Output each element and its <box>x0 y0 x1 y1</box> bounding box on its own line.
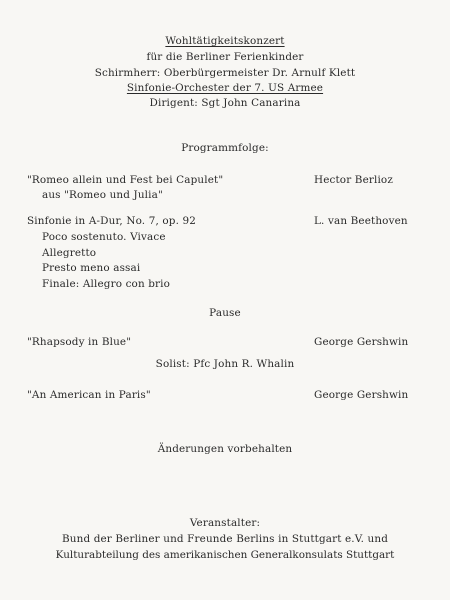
concert-title: Wohltätigkeitskonzert <box>165 35 285 47</box>
piece-1-title: "Romeo allein und Fest bei Capulet" <box>27 174 224 186</box>
organizer-line-1: Bund der Berliner und Freunde Berlins in Stuttgart e.V. und <box>61 533 388 545</box>
conductor-line: Dirigent: Sgt John Canarina <box>149 97 301 109</box>
concert-subtitle: für die Berliner Ferienkinder <box>146 51 304 63</box>
piece-4-title: "An American in Paris" <box>27 389 151 401</box>
piece-1-composer: Hector Berlioz <box>314 174 393 186</box>
changes-notice: Änderungen vorbehalten <box>157 443 293 455</box>
organizer-label: Veranstalter: <box>189 517 261 529</box>
movement-3: Presto meno assai <box>42 262 141 274</box>
soloist-line: Solist: Pfc John R. Whalin <box>155 358 295 370</box>
patron-line: Schirmherr: Oberbürgermeister Dr. Arnulf Klett <box>94 67 356 79</box>
piece-4-composer: George Gershwin <box>314 389 409 401</box>
organizer-line-2: Kulturabteilung des amerikanischen Generalkonsulats Stuttgart <box>55 549 395 561</box>
movement-2: Allegretto <box>42 247 97 259</box>
piece-1-subtitle: aus "Romeo und Julia" <box>42 189 163 201</box>
pause-label: Pause <box>209 307 241 319</box>
movement-4: Finale: Allegro con brio <box>42 278 171 290</box>
orchestra-line: Sinfonie-Orchester der 7. US Armee <box>126 82 324 94</box>
piece-2-title: Sinfonie in A-Dur, No. 7, op. 92 <box>27 215 197 227</box>
piece-3-title: "Rhapsody in Blue" <box>27 336 132 348</box>
piece-3-composer: George Gershwin <box>314 336 409 348</box>
piece-2-composer: L. van Beethoven <box>314 215 408 227</box>
program-heading: Programmfolge: <box>181 142 269 154</box>
movement-1: Poco sostenuto. Vivace <box>42 231 166 243</box>
